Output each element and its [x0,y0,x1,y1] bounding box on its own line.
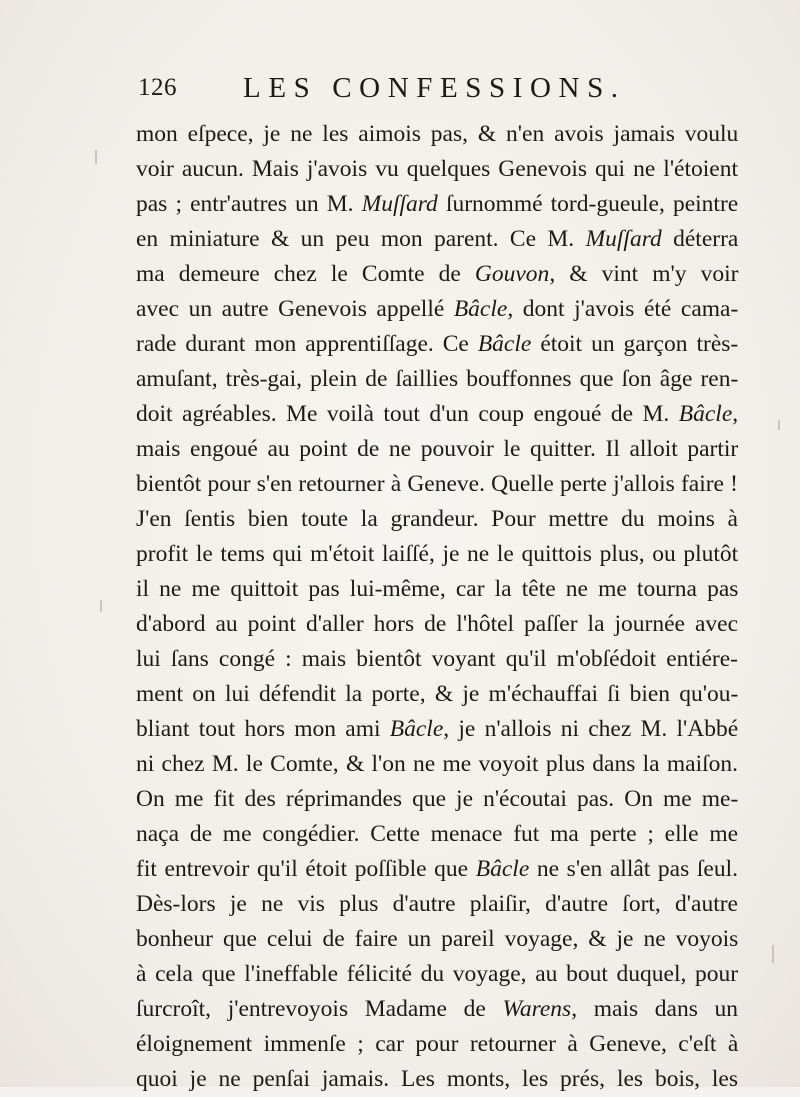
text-segment: rade durant mon apprentiſſage. Ce [136,331,478,357]
text-segment: ſurcroît, j'entrevoyois Madame de [136,996,503,1022]
italic-name: Bâcle [389,716,444,742]
text-segment: J'en ſentis bien toute la grandeur. Pour mettre du moins à [136,506,738,532]
text-line [136,327,738,362]
text-segment: profit le tems qui m'étoit laiſſé, je ne le quittois plus, ou plutôt [136,541,739,567]
text-segment: à cela que l'ineffable félicité du voyage, au bout duquel, pour [136,961,739,987]
text-line [136,257,738,292]
text-segment: voir aucun. Mais j'avois vu quelques Genevois qui ne l'étoient [136,156,738,182]
italic-name: Bâcle [678,401,733,427]
text-segment: il ne me quittoit pas lui-même, car la tête ne me tourna pas [136,576,739,602]
text-segment: ment on lui défendit la porte, & je m'échauffai ſi bien qu'ou- [136,681,739,707]
italic-name: Bâcle [477,331,532,357]
text-line [136,467,738,502]
text-segment: doit agréables. Me voilà tout d'un coup engoué de M. [136,401,679,427]
text-segment: On me fit des réprimandes que je n'écoutai pas. On me me- [136,786,739,812]
text-line [136,992,738,1027]
italic-name: Bâcle [475,856,530,882]
text-line [136,957,738,992]
text-line [136,677,738,712]
text-segment: étoit un garçon très- [531,331,739,357]
margin-speck [772,945,774,963]
text-segment: lui ſans congé : mais bientôt voyant qu'il m'obſédoit entiére- [136,646,738,672]
text-segment: avec un autre Genevois appellé [136,296,454,322]
italic-name: Gouvon [474,261,550,287]
text-line [136,607,738,642]
text-line [136,432,738,467]
text-segment: , dont j'avois été cama- [507,296,739,322]
italic-name: Muſſard [585,226,662,252]
text-line [136,782,738,817]
text-segment: pas ; entr'autres un M. [136,191,362,217]
text-segment: éloignement immenſe ; car pour retourner à Geneve, c'eſt à [136,1031,739,1057]
text-segment: bientôt pour s'en retourner à Geneve. Quelle perte j'allois faire ! [136,471,738,497]
page-number: 126 [138,74,177,101]
text-line [136,187,738,222]
text-line [136,817,738,852]
text-line [136,292,738,327]
text-segment: d'abord au point d'aller hors de l'hôtel paſſer la journée avec [136,611,738,637]
margin-speck [95,150,97,164]
text-segment: déterra [661,226,739,252]
text-segment: naça de me congédier. Cette menace fut ma perte ; elle me [136,821,739,847]
text-segment: mais engoué au point de ne pouvoir le quitter. Il alloit partir [136,436,739,462]
text-line [136,747,738,782]
text-segment: ma demeure chez le Comte de [136,261,475,287]
text-segment: ſurnommé tord-gueule, peintre [437,191,739,217]
text-segment: bliant tout hors mon ami [136,716,390,742]
text-line [136,572,738,607]
text-segment: ni chez M. le Comte, & l'on ne me voyoit plus dans la maiſon. [136,751,738,777]
text-segment: bonheur que celui de faire un pareil voyage, & je ne voyois [136,926,739,952]
text-line [136,502,738,537]
page-header [138,72,628,112]
text-line [136,397,738,432]
italic-name: Muſſard [361,191,438,217]
text-line [136,1027,738,1062]
text-line [136,852,738,887]
text-line [136,922,738,957]
text-segment: amuſant, très-gai, plein de ſaillies bouffonnes que ſon âge ren- [136,366,739,392]
running-title: LES CONFESSIONS. [243,72,626,104]
text-segment: , mais dans un [571,996,738,1022]
italic-name: Warens [502,996,572,1022]
text-segment: en miniature & un peu mon parent. Ce M. [136,226,586,252]
text-segment: ne s'en allât pas ſeul. [529,856,739,882]
text-line [136,1062,738,1097]
text-line [136,362,738,397]
text-line [136,222,738,257]
italic-name: Bâcle [453,296,508,322]
text-line [136,712,738,747]
text-line [136,152,738,187]
text-line [136,887,738,922]
text-line [136,537,738,572]
body-text [136,117,738,1097]
text-segment: Dès-lors je ne vis plus d'autre plaiſir, d'autre ſort, d'autre [136,891,738,917]
text-line [136,117,738,152]
text-segment: fit entrevoir qu'il étoit poſſible que [136,856,476,882]
text-line [136,642,738,677]
text-segment: mon eſpece, je ne les aimois pas, & n'en avois jamais voulu [136,121,739,147]
text-segment: , [732,401,739,427]
margin-speck [100,600,102,612]
text-segment: , je n'allois ni chez M. l'Abbé [443,716,739,742]
text-segment: , & vint m'y voir [549,261,739,287]
text-segment: quoi je ne penſai jamais. Les monts, les prés, les bois, les [136,1066,738,1092]
margin-speck [778,420,780,430]
